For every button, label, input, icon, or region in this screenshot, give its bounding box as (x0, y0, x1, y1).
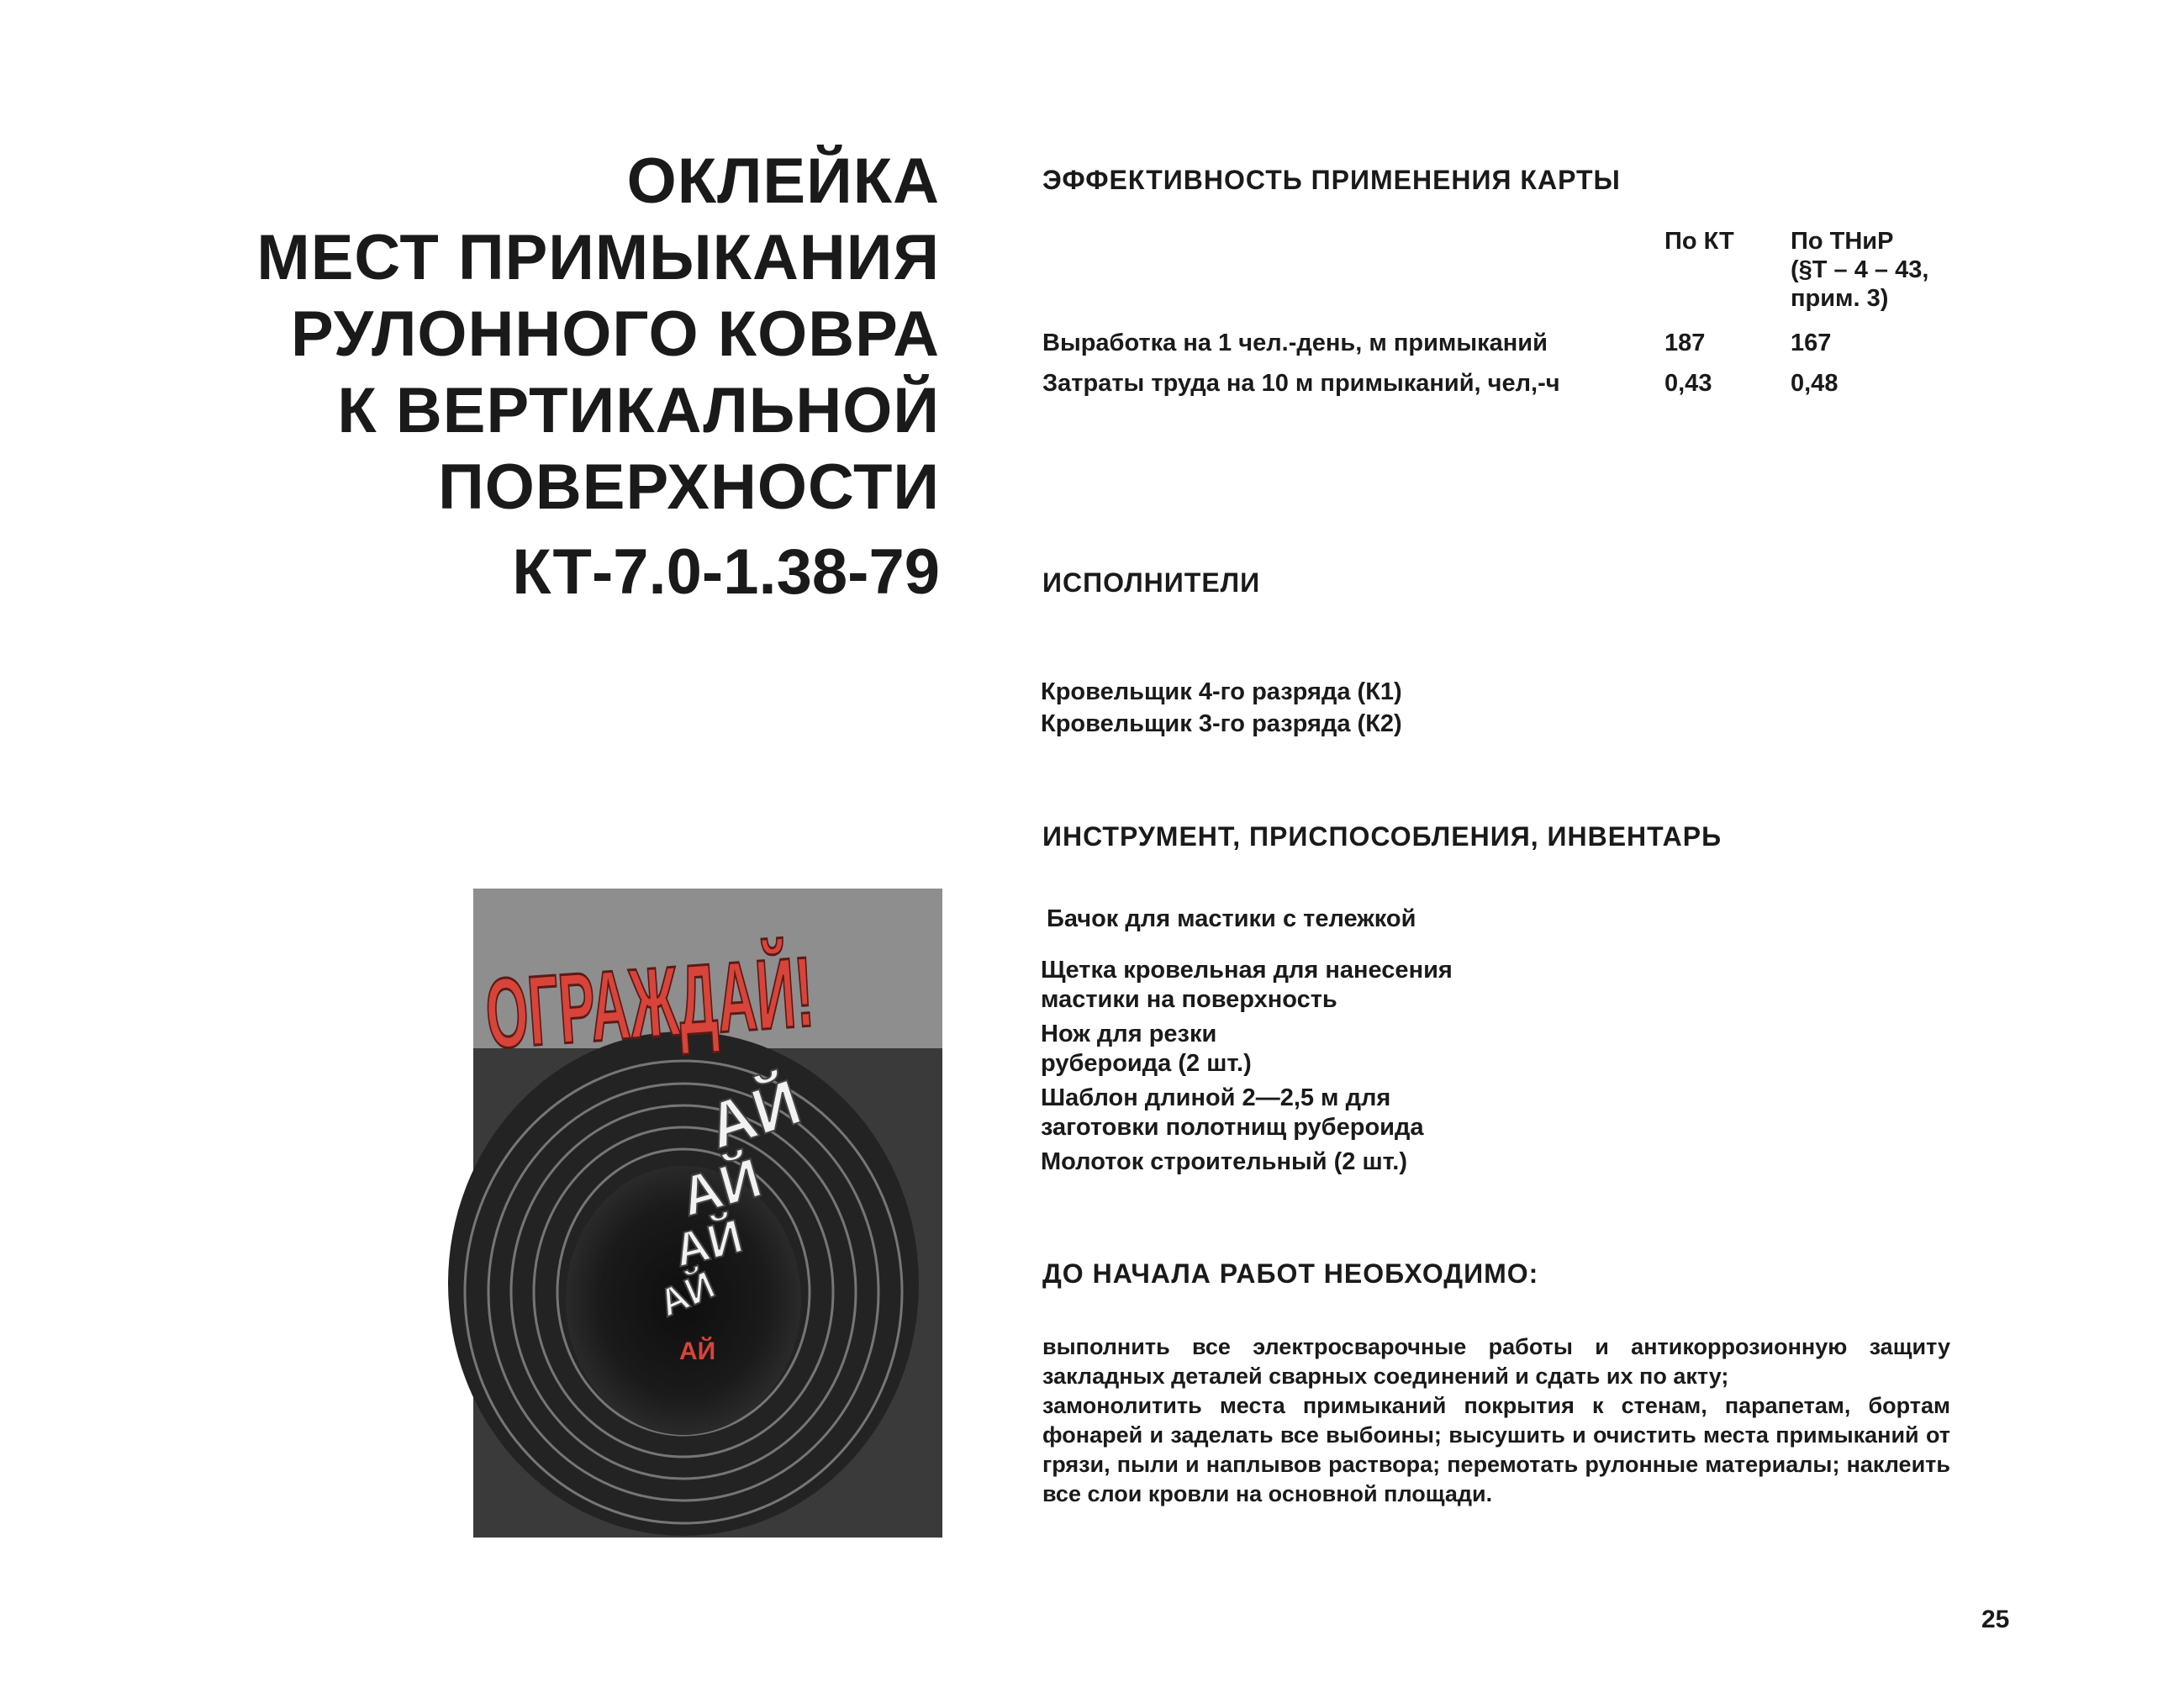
tool-line: Нож для резки (1041, 1021, 1217, 1047)
column-header-tnir-line: По ТНиР (1791, 228, 1894, 255)
tool-line: Бачок для мастики с тележкой (1047, 905, 1416, 932)
title-line-4: К ВЕРТИКАЛЬНОЙ (337, 375, 940, 446)
title-line-5: ПОВЕРХНОСТИ (438, 451, 940, 523)
efficiency-heading: ЭФФЕКТИВНОСТЬ ПРИМЕНЕНИЯ КАРТЫ (1042, 165, 1621, 195)
tool-line: рубероида (2 шт.) (1041, 1050, 1252, 1077)
tool-line: мастики на поверхность (1041, 986, 1337, 1013)
prerequisite-paragraph: замонолитить места примыканий покрытия к стенам, парапетам, бортам фонарей и заделать все выбоины; высушить и очистить места примыканий от грязи, пыли и наплывов раствора; перемотать рулонные материалы; наклеить все слои кровли на основной площади. (1042, 1393, 1950, 1506)
poster-headline: ОГРАЖДАЙ! (482, 917, 1088, 1070)
row-label: Выработка на 1 чел.-день, м примыканий (1042, 330, 1548, 356)
poster-falling-text: АЙ (673, 1146, 768, 1228)
performer-item: Кровельщик 3-го разряда (К2) (1041, 710, 1402, 737)
poster-falling-text: АЙ (668, 1208, 748, 1277)
tool-line: Молоток строительный (2 шт.) (1041, 1148, 1408, 1175)
tool-item (1041, 1020, 1252, 1079)
title-line-3: РУЛОННОГО КОВРА (291, 298, 940, 370)
poster-falling-text-red: АЙ (679, 1337, 716, 1365)
column-header-kt: По КТ (1664, 228, 1734, 255)
document-title (256, 143, 940, 610)
tool-line: Шаблон длиной 2—2,5 м для (1041, 1084, 1391, 1111)
tool-item (1041, 1084, 1424, 1142)
title-line-1: ОКЛЕЙКА (626, 145, 940, 217)
tool-line: Щетка кровельная для нанесения (1041, 957, 1453, 984)
poster-falling-text: АЙ (652, 1262, 721, 1326)
performers-heading: ИСПОЛНИТЕЛИ (1042, 567, 1261, 598)
prerequisites-text (1042, 1332, 1950, 1509)
performer-item: Кровельщик 4-го разряда (К1) (1041, 678, 1402, 705)
title-line-2: МЕСТ ПРИМЫКАНИЯ (256, 222, 940, 293)
tool-item (1041, 956, 1453, 1015)
page-number: 25 (1981, 1606, 2010, 1633)
row-value-tnir: 167 (1791, 330, 1832, 356)
table-row (1042, 370, 1967, 404)
prerequisites-heading: ДО НАЧАЛА РАБОТ НЕОБХОДИМО: (1042, 1258, 1539, 1289)
row-value-kt: 0,43 (1664, 370, 1712, 397)
row-value-kt: 187 (1664, 330, 1706, 356)
document-code: КТ-7.0-1.38-79 (512, 536, 940, 608)
row-label: Затраты труда на 10 м примыканий, чел,-ч (1042, 370, 1560, 397)
tool-item (1047, 905, 1416, 934)
tools-heading: ИНСТРУМЕНТ, ПРИСПОСОБЛЕНИЯ, ИНВЕНТАРЬ (1042, 821, 1722, 852)
safety-poster-illustration (473, 889, 1088, 1538)
row-value-tnir: 0,48 (1791, 370, 1838, 397)
column-header-tnir-line: прим. 3) (1791, 285, 1889, 312)
tool-item (1041, 1147, 1407, 1177)
table-row (1042, 330, 1967, 363)
column-header-tnir-line: (§Т – 4 – 43, (1791, 256, 1929, 283)
prerequisite-paragraph: выполнить все электросварочные работы и антикоррозионную защиту закладных деталей сварных соединений и сдать их по акту; (1042, 1334, 1950, 1389)
column-header-tnir (1791, 227, 1928, 313)
poster-falling-text: АЙ (699, 1066, 810, 1163)
tool-line: заготовки полотнищ рубероида (1041, 1114, 1424, 1141)
